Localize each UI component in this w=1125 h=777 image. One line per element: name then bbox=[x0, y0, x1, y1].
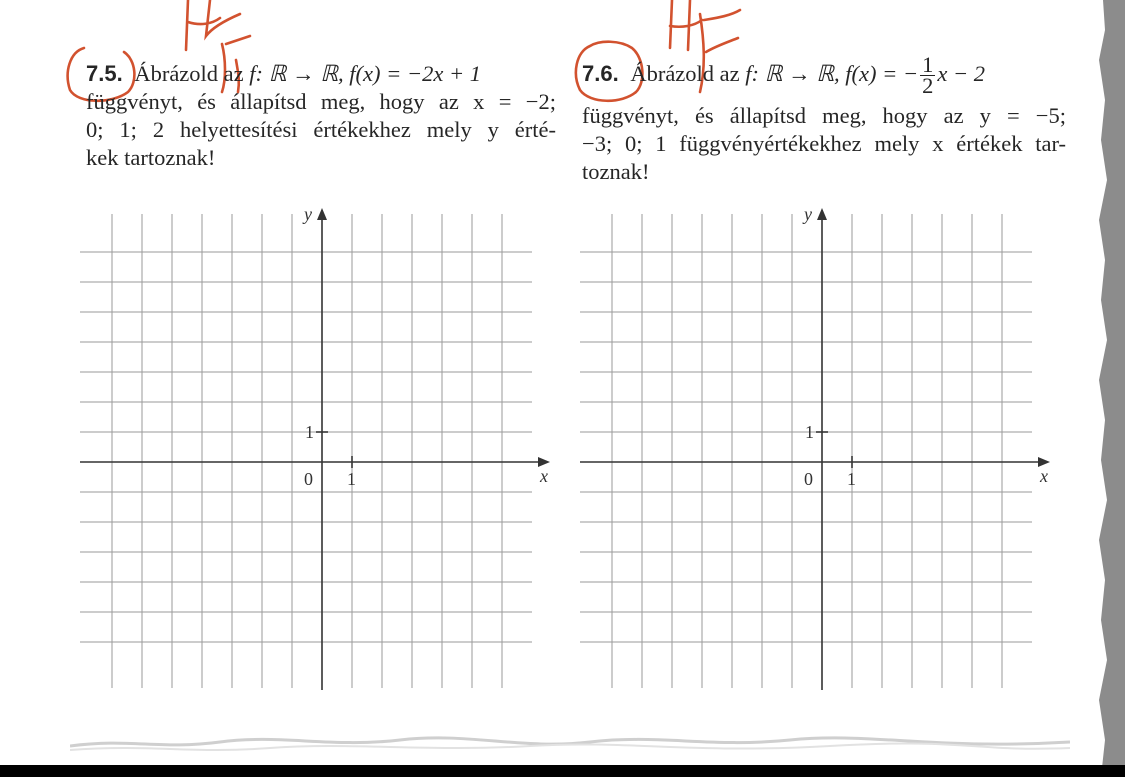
problem-intro: Ábrázold az bbox=[630, 61, 740, 86]
x-axis-label: x bbox=[540, 466, 548, 486]
fraction-one-half bbox=[920, 52, 935, 99]
problem-intro: Ábrázold az bbox=[134, 61, 244, 86]
x-unit-label: 1 bbox=[347, 469, 356, 489]
x-axis-label: x bbox=[1040, 466, 1048, 486]
y-axis-arrow bbox=[317, 208, 327, 220]
bottom-black-band bbox=[0, 765, 1125, 777]
fraction-numerator: 1 bbox=[922, 52, 934, 78]
problem-text-line: toznak! bbox=[582, 159, 650, 184]
function-prefix: f: ℝ → ℝ, f(x) = − bbox=[745, 61, 919, 86]
problem-text-line: −3; 0; 1 függvényértékekhez mely x értékek tar- bbox=[582, 131, 1066, 156]
problem-number: 7.6. bbox=[582, 61, 619, 86]
function-suffix: x − 2 bbox=[937, 61, 986, 86]
y-axis-label: y bbox=[304, 204, 312, 224]
torn-paper-edge bbox=[70, 728, 1070, 758]
origin-label: 0 bbox=[304, 469, 313, 489]
problem-text-line: 0; 1; 2 helyettesítési értékekhez mely y érté- bbox=[86, 117, 556, 142]
function-definition: f: ℝ → ℝ, f(x) = −2x + 1 bbox=[249, 61, 482, 86]
origin-label: 0 bbox=[804, 469, 813, 489]
problem-text-line: kek tartoznak! bbox=[86, 145, 216, 170]
coordinate-grid-7-5[interactable] bbox=[78, 202, 560, 692]
y-unit-label: 1 bbox=[805, 422, 814, 442]
y-axis-arrow bbox=[817, 208, 827, 220]
page-edge bbox=[1089, 0, 1125, 777]
problem-text-line: függvényt, és állapítsd meg, hogy az x = −2; bbox=[86, 89, 556, 114]
problem-7-5 bbox=[86, 60, 556, 172]
problem-number: 7.5. bbox=[86, 61, 123, 86]
problem-7-6 bbox=[582, 52, 1066, 186]
y-unit-label: 1 bbox=[305, 422, 314, 442]
coordinate-grid-7-6[interactable] bbox=[578, 202, 1060, 692]
fraction-denominator: 2 bbox=[922, 73, 934, 99]
x-unit-label: 1 bbox=[847, 469, 856, 489]
problem-text-line: függvényt, és állapítsd meg, hogy az y = −5; bbox=[582, 103, 1066, 128]
y-axis-label: y bbox=[804, 204, 812, 224]
